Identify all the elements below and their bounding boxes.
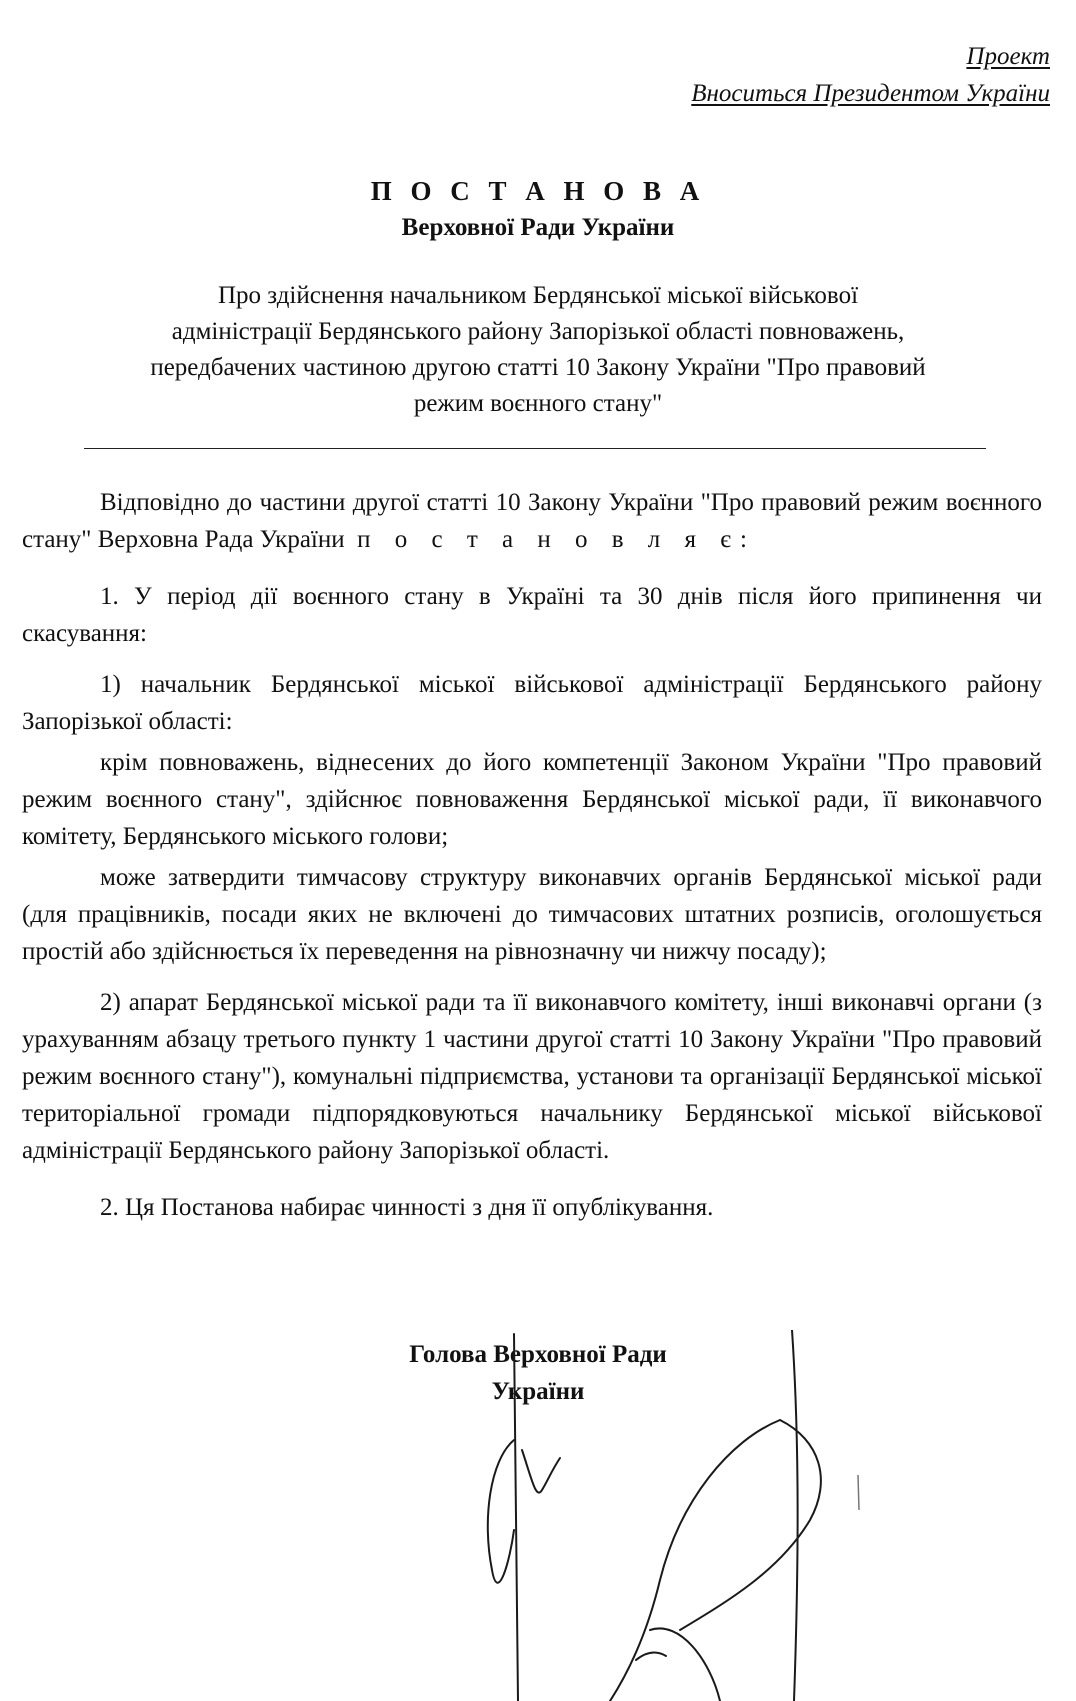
clause-1-1-b: може затвердити тимчасову структуру виконавчих органів Бердянської міської ради (для працівників, посади яких не включені до тимчасових штатних розписів, оголошується простій або здійснюється їх переведення на рівнозначну чи нижчу посаду); <box>22 864 1042 965</box>
document-title <box>40 278 1036 422</box>
document-issuer: Верховної Ради України <box>401 214 675 241</box>
signatory-country: України <box>491 1378 585 1405</box>
clause-1-1: 1) начальник Бердянської міської військової адміністрації Бердянського району Запорізької області: <box>22 671 1042 735</box>
title-line: Про здійснення начальником Бердянської міської військової <box>217 282 859 309</box>
clause-1-2: 2) апарат Бердянської міської ради та її виконавчого комітету, інші виконавчі органи (з урахуванням абзацу третього пункту 1 частини другої статті 10 Закону України "Про правовий режим воєнного стану"), комунальні підприємства, установи та організації Бердянської міської територіальної громади підпорядковуються начальнику Бердянської міської військової адміністрації Бердянського району Запорізької області. <box>22 989 1042 1164</box>
clause-2: 2. Ця Постанова набирає чинності з дня її опублікування. <box>100 1194 714 1221</box>
document-body <box>22 484 1042 1226</box>
clause-1-1-a: крім повноважень, віднесених до його компетенції Законом України "Про правовий режим воєнного стану", здійснює повноваження Бердянської міської ради, її виконавчого комітету, Бердянського міського голови; <box>22 749 1042 850</box>
preamble-text: Відповідно до частини другої статті 10 Закону України "Про правовий режим воєнного стану" Верховна Рада України <box>22 489 1042 553</box>
handwritten-signature <box>480 1330 960 1701</box>
draft-stamp <box>691 38 1050 112</box>
title-line: передбачених частиною другою статті 10 Закону України "Про правовий <box>150 354 926 381</box>
title-divider <box>84 448 986 449</box>
submitted-by: Вноситься Президентом України <box>691 80 1050 107</box>
preamble-paragraph <box>22 484 1042 558</box>
title-line: режим воєнного стану" <box>413 390 663 417</box>
document-type: П О С Т А Н О В А <box>370 176 706 206</box>
title-line: адміністрації Бердянського району Запорізької області повноважень, <box>171 318 905 345</box>
signatory-title: Голова Верховної Ради <box>409 1341 667 1368</box>
resolves-word: п о с т а н о в л я є: <box>357 526 756 553</box>
draft-label: Проект <box>966 43 1050 70</box>
clause-1: 1. У період дії воєнного стану в Україні та 30 днів після його припинення чи скасування: <box>22 583 1042 647</box>
